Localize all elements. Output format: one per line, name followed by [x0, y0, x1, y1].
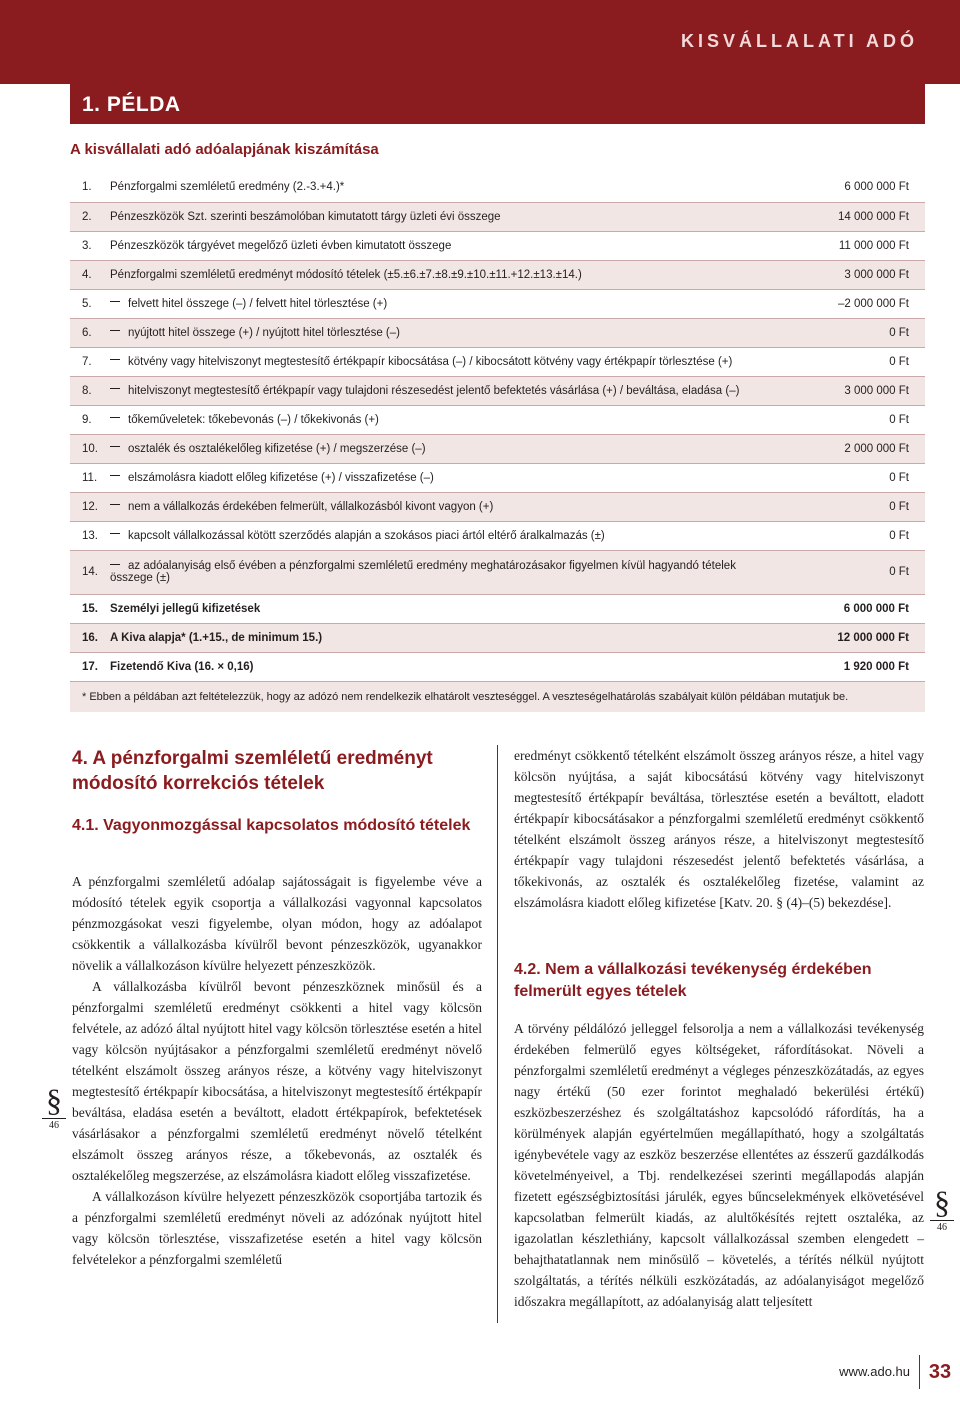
row-number: 6. [70, 318, 106, 347]
row-text: nem a vállalkozás érdekében felmerült, vállalkozásból kivont vagyon (+) [128, 500, 494, 513]
section-header-bar [0, 0, 960, 84]
table-row [70, 202, 925, 231]
section-number: 46 [42, 1118, 66, 1131]
row-text: Pénzeszközök tárgyévet megelőző üzleti évben kimutatott összege [106, 231, 797, 260]
table-row [70, 492, 925, 521]
table-row [70, 463, 925, 492]
dash-marker [110, 475, 120, 476]
table-row [70, 550, 925, 594]
table-row [70, 594, 925, 623]
row-number: 17. [70, 652, 106, 681]
table-row [70, 318, 925, 347]
row-value: 3 000 000 Ft [797, 260, 925, 289]
row-number: 3. [70, 231, 106, 260]
section-title: KISVÁLLALATI ADÓ [681, 31, 918, 51]
row-text: Pénzforgalmi szemléletű eredmény (2.-3.+4.)* [106, 173, 797, 202]
left-column-text [72, 871, 482, 1270]
row-number: 12. [70, 492, 106, 521]
row-number: 4. [70, 260, 106, 289]
dash-marker [110, 417, 120, 418]
row-number: 5. [70, 289, 106, 318]
row-text: kötvény vagy hitelviszonyt megtestesítő értékpapír kibocsátása (–) / kibocsátott kötvény vagy értékpapír törlesztése (+) [128, 355, 733, 368]
table-row [70, 260, 925, 289]
row-text: az adóalanyiság első évében a pénzforgalmi szemléletű eredmény meghatározásakor figyelmen kívül hagyandó tételek összege (±) [110, 560, 736, 584]
row-text: hitelviszonyt megtestesítő értékpapír vagy tulajdoni részesedést jelentő befektetés vásárlása (+) / beváltása, eladása (–) [128, 384, 740, 397]
dash-marker [110, 330, 120, 331]
row-text: Fizetendő Kiva (16. × 0,16) [106, 652, 797, 681]
row-number: 13. [70, 521, 106, 550]
table-row [70, 405, 925, 434]
row-number: 14. [70, 550, 106, 594]
row-text: nyújtott hitel összege (+) / nyújtott hitel törlesztése (–) [128, 326, 400, 339]
row-value: 1 920 000 Ft [797, 652, 925, 681]
row-number: 11. [70, 463, 106, 492]
dash-marker [110, 533, 120, 534]
row-value: 2 000 000 Ft [797, 434, 925, 463]
row-number: 7. [70, 347, 106, 376]
row-number: 10. [70, 434, 106, 463]
example-subtitle: A kisvállalati adó adóalapjának kiszámítása [70, 141, 379, 158]
right-column-continuation [514, 745, 924, 913]
heading-section-4-1: 4.1. Vagyonmozgással kapcsolatos módosító tételek [72, 817, 471, 834]
table-row [70, 376, 925, 405]
row-text: felvett hitel összege (–) / felvett hitel törlesztése (+) [128, 297, 388, 310]
row-value: 0 Ft [797, 492, 925, 521]
dash-marker [110, 564, 120, 565]
paragraph: A vállalkozásba kívülről bevont pénzeszköznek minősül és a pénzforgalmi szemléletű eredményt csökkenti a hitel vagy kölcsön felvétele, az adózó által nyújtott hitel vagy kölcsön törlesztése esetén a hitel vagy kölcsön nyújtásakor a pénzforgalmi szemléletű eredményt növelő tételként elszámolt összeg arányos része, a kötvény vagy hitelviszonyt megtestesítő értékpapír kibocsátása, a hitelviszonyt megtestesítő értékpapír beváltása, eladása esetén a beváltott, eladott értékpapírok, befektetések vásárlásakor a pénzforgalmi szemléletű eredményt növelő tételként elszámolt összeg arányos része, a tőkebevonás, az osztalék és osztalékelőleg megszerzése, az elszámolásra kiadott előleg visszafizetése. [72, 979, 482, 1183]
row-value: 6 000 000 Ft [797, 173, 925, 202]
paragraph-mark-icon [42, 1084, 66, 1131]
row-value: 3 000 000 Ft [797, 376, 925, 405]
table-row [70, 231, 925, 260]
row-number: 9. [70, 405, 106, 434]
row-text: Személyi jellegű kifizetések [106, 594, 797, 623]
dash-marker [110, 388, 120, 389]
section-symbol: § [934, 1184, 950, 1220]
table-row [70, 173, 925, 202]
row-value: 11 000 000 Ft [797, 231, 925, 260]
table-row [70, 434, 925, 463]
table-row [70, 347, 925, 376]
row-value: 0 Ft [797, 521, 925, 550]
footnote-row [70, 681, 925, 712]
section-symbol: § [46, 1082, 62, 1118]
dash-marker [110, 359, 120, 360]
paragraph: A törvény példálózó jelleggel felsorolja a nem a vállalkozási tevékenység érdekében felmerülő egyes költségeket, ráfordításokat. Növeli a pénzforgalmi szemléletű eredményt a végleges pénzeszközátadás, az egyes nagy értékű (50 ezer forintot meghaladó bekerülési értékű) eszközbeszerzéshez és szolgáltatáshoz kapcsolódó ráfordítás, ha a körülmények alapján egyértelműen megállapítható, hogy a szolgáltatás igénybevétele vagy az eszköz beszerzése ellentétes az ésszerű gazdálkodás követelményeivel, a Tbj. rendelkezései szerinti megállapodás alapján fizetett egészségbiztosítási járulék, egyes bűncselekmények elkövetésével kapcsolatban felmerült kiadás, az alultőkésítés rejtett osztaléka, az igazolatlan készlethiány, kapcsolt vállalkozással szemben elengedett – behajthatatlannak nem minősülő – követelés, a térítés nélkül nyújtott szolgáltatás, a térítés nélküli eszközátadás, az adóalanyiságot megelőző időszakra megállapított, az adóalanyiság alatt teljesített [514, 1021, 924, 1309]
row-number: 1. [70, 173, 106, 202]
paragraph-mark-icon [930, 1186, 954, 1233]
row-text: osztalék és osztalékelőleg kifizetése (+) / megszerzése (–) [128, 442, 426, 455]
paragraph: eredményt csökkentő tételként elszámolt összeg arányos része, a hitel vagy kölcsön nyújtása, a saját kibocsátású kötvény vagy hitelviszonyt megtestesítő értékpapír beváltása, törlesztése esetén a beváltott, eladott értékpapír kibocsátásakor a pénzforgalmi szemléletű eredményt csökkentő tételként elszámolt összeg arányos része, a hitelviszonyt megtestesítő értékpapír vagy tulajdoni részesedést jelentő befektetés vásárlása, a tőkekivonás, az osztalék és osztalékelőleg fizetése, valamint az elszámolásra kiadott előleg kifizetése [Katv. 20. § (4)–(5) bekezdése]. [514, 748, 924, 910]
row-value: 0 Ft [797, 550, 925, 594]
paragraph: A vállalkozáson kívülre helyezett pénzeszközök csoportjába tartozik és a pénzforgalmi szemléletű eredményt növeli az adózónak nyújtott hitel vagy kölcsön törlesztése, visszafizetése esetén a hitel vagy kölcsön felvételekor a pénzforgalmi szemléletű [72, 1189, 482, 1267]
row-text: Pénzforgalmi szemléletű eredményt módosító tételek (±5.±6.±7.±8.±9.±10.±11.+12.±13.±14.) [106, 260, 797, 289]
table-row [70, 652, 925, 681]
row-number: 2. [70, 202, 106, 231]
heading-section-4: 4. A pénzforgalmi szemléletű eredményt módosító korrekciós tételek [72, 748, 433, 794]
dash-marker [110, 446, 120, 447]
row-value: 0 Ft [797, 347, 925, 376]
dash-marker [110, 301, 120, 302]
table-row [70, 623, 925, 652]
row-value: 14 000 000 Ft [797, 202, 925, 231]
column-divider [497, 745, 498, 1323]
dash-marker [110, 504, 120, 505]
row-value: 12 000 000 Ft [797, 623, 925, 652]
row-text: tőkeműveletek: tőkebevonás (–) / tőkekivonás (+) [128, 413, 379, 426]
row-number: 15. [70, 594, 106, 623]
calculation-table [70, 173, 925, 712]
table-row [70, 289, 925, 318]
row-value: 6 000 000 Ft [797, 594, 925, 623]
row-text: kapcsolt vállalkozással kötött szerződés alapján a szokásos piaci ártól eltérő áralkalmazás (±) [128, 529, 605, 542]
example-label: 1. PÉLDA [82, 93, 181, 116]
section-number: 46 [930, 1220, 954, 1233]
example-label-bar [70, 84, 925, 124]
table-row [70, 521, 925, 550]
footer-url: www.ado.hu [839, 1364, 910, 1379]
row-number: 8. [70, 376, 106, 405]
row-value: 0 Ft [797, 405, 925, 434]
row-value: –2 000 000 Ft [797, 289, 925, 318]
row-text: A Kiva alapja* (1.+15., de minimum 15.) [106, 623, 797, 652]
page-number: 33 [919, 1355, 960, 1389]
right-column-text [514, 1018, 924, 1312]
row-number: 16. [70, 623, 106, 652]
paragraph: A pénzforgalmi szemléletű adóalap sajátosságait is figyelembe véve a módosító tételek egyik csoportja a vállalkozási vagyonnal kapcsolatos pénzmozgásokat veszi figyelembe, olyan módon, hogy az adóalapot csökkentik a vállalkozásba kívülről bevont pénzeszközök, ugyanakkor növelik a vállalkozáson kívülre helyezett pénzeszközök. [72, 874, 482, 973]
heading-section-4-2: 4.2. Nem a vállalkozási tevékenység érdekében felmerült egyes tételek [514, 961, 872, 1000]
row-text: elszámolásra kiadott előleg kifizetése (+) / visszafizetése (–) [128, 471, 434, 484]
table-footnote: * Ebben a példában azt feltételezzük, hogy az adózó nem rendelkezik elhatárolt veszteséggel. A veszteségelhatárolás szabályait külön példában mutatjuk be. [70, 681, 925, 712]
row-text: Pénzeszközök Szt. szerinti beszámolóban kimutatott tárgy üzleti évi összege [106, 202, 797, 231]
row-value: 0 Ft [797, 463, 925, 492]
row-value: 0 Ft [797, 318, 925, 347]
